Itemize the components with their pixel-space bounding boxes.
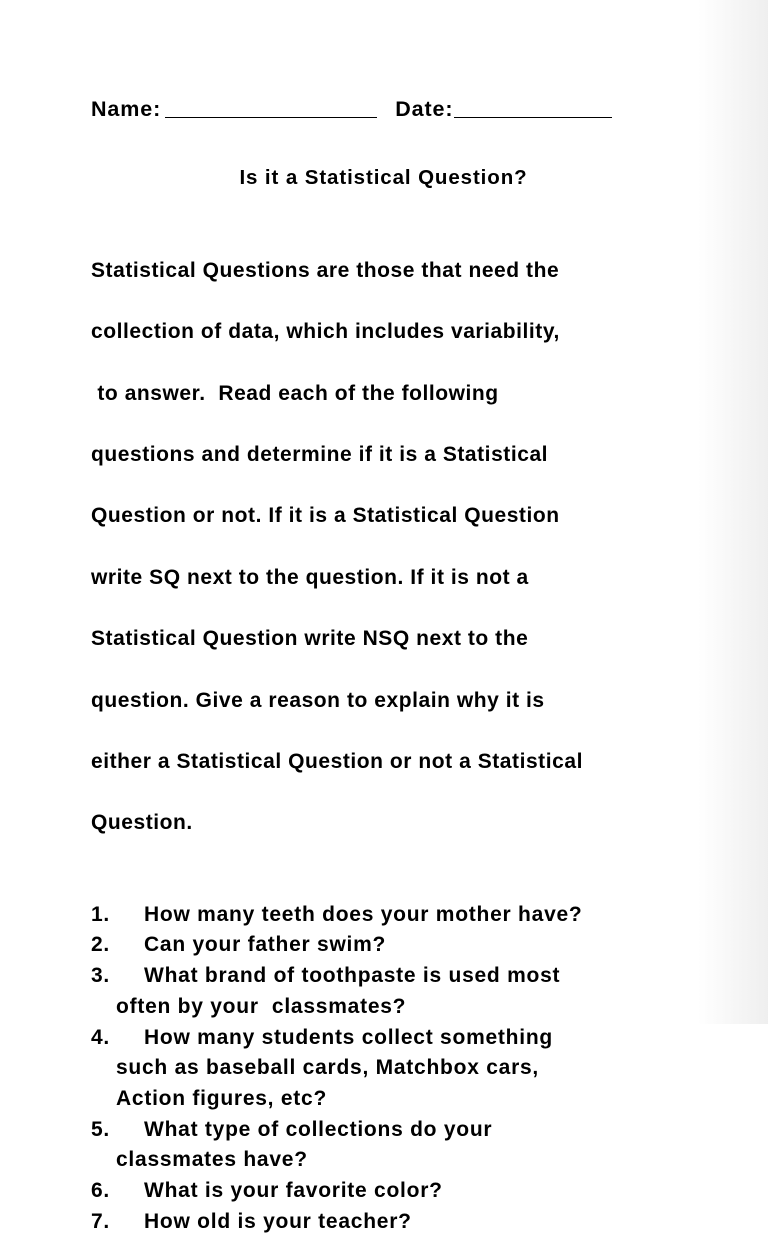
question-item <box>91 1115 701 1176</box>
question-text: What brand of toothpaste is used most <box>144 964 561 988</box>
question-text: How many teeth does your mother have? <box>144 902 583 926</box>
question-number: 7. <box>91 1209 111 1233</box>
question-text: How many students collect something <box>144 1025 553 1049</box>
worksheet <box>91 96 701 1238</box>
date-label: Date: <box>395 97 454 121</box>
instructions-line: Question. <box>91 811 193 835</box>
question-item <box>91 1176 701 1207</box>
question-item <box>91 1023 701 1115</box>
date-blank-line <box>454 98 612 118</box>
question-item <box>91 961 701 1022</box>
instructions-line: write SQ next to the question. If it is not a <box>91 565 529 589</box>
instructions-line: to answer. Read each of the following <box>91 381 499 405</box>
name-label: Name: <box>91 97 162 121</box>
worksheet-title: Is it a Statistical Question? <box>239 166 528 189</box>
instructions-line: Statistical Question write NSQ next to the <box>91 627 529 651</box>
question-number: 6. <box>91 1179 111 1203</box>
question-number: 1. <box>91 902 111 926</box>
question-text-continuation: such as baseball cards, Matchbox cars, <box>116 1056 540 1080</box>
question-text: What is your favorite color? <box>144 1179 443 1203</box>
question-item <box>91 900 701 931</box>
question-item <box>91 930 701 961</box>
question-text: What type of collections do your <box>144 1117 493 1141</box>
instructions-line: either a Statistical Question or not a Statistical <box>91 749 583 773</box>
question-item <box>91 1207 701 1238</box>
question-number: 4. <box>91 1025 111 1049</box>
question-text: Can your father swim? <box>144 933 387 957</box>
name-blank-line <box>165 98 377 118</box>
question-number: 3. <box>91 964 111 988</box>
question-text: How old is your teacher? <box>144 1209 412 1233</box>
question-text-continuation: Action figures, etc? <box>116 1086 328 1110</box>
question-list <box>91 900 701 1238</box>
instructions-line: Question or not. If it is a Statistical Question <box>91 504 560 528</box>
header-row <box>91 96 701 124</box>
instructions-line: collection of data, which includes variability, <box>91 320 560 344</box>
instructions-line: Statistical Questions are those that need the <box>91 258 560 282</box>
instructions-line: questions and determine if it is a Statistical <box>91 442 549 466</box>
question-number: 5. <box>91 1117 111 1141</box>
instructions-line: question. Give a reason to explain why it is <box>91 688 545 712</box>
page-edge-shadow <box>698 0 768 1024</box>
instructions-paragraph <box>91 225 691 870</box>
question-number: 2. <box>91 933 111 957</box>
question-text-continuation: classmates have? <box>116 1148 308 1172</box>
question-text-continuation: often by your classmates? <box>116 994 407 1018</box>
